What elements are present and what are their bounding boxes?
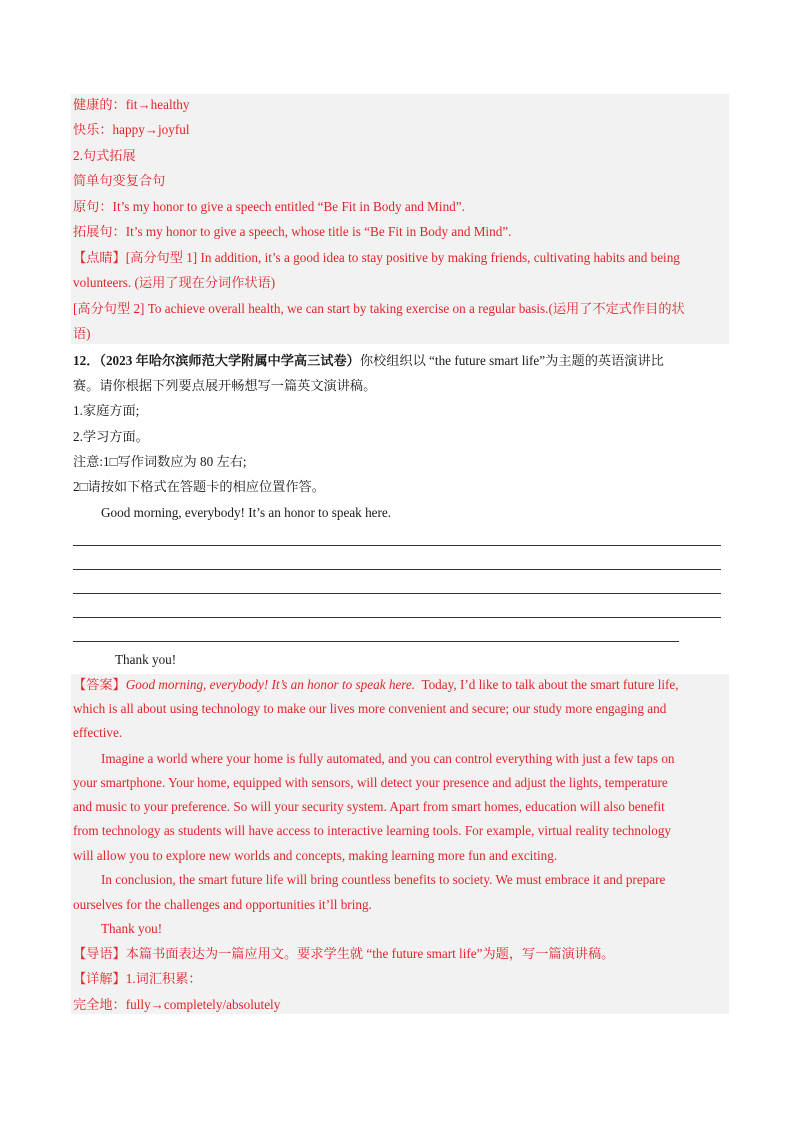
answer-tag: 【答案】 xyxy=(73,677,126,692)
answer-line-8: will allow you to explore new worlds and concepts, making learning more fun and exciting. xyxy=(73,848,558,863)
point-2: 2.学习方面。 xyxy=(73,429,149,444)
writing-line xyxy=(73,569,721,570)
writing-line xyxy=(73,545,721,546)
question-prompt-start: 你校组织以 “the future smart life”为主题的英语演讲比 xyxy=(359,353,664,368)
writing-line xyxy=(73,593,721,594)
vocab-line-fully: 完全地：fully→completely/absolutely xyxy=(73,997,281,1012)
answer-thank-you: Thank you! xyxy=(101,921,163,936)
answer-line-4: Imagine a world where your home is fully automated, and you can control everything with just a few taps on xyxy=(101,751,675,766)
highlight-pattern-2: [高分句型 2] To achieve overall health, we can start by taking exercise on a regular basis.(运用了不定式作目的状 xyxy=(73,301,685,316)
answer-line-5: your smartphone. Your home, equipped with sensors, will detect your presence and adjust the lights, temperature xyxy=(73,775,668,790)
highlight-pattern-1: 【点睛】[高分句型 1] In addition, it’s a good idea to stay positive by making friends, cultivating habits and being xyxy=(73,250,680,265)
question-source: （2023 年哈尔滨师范大学附属中学高三试卷） xyxy=(99,353,360,368)
vocab-line-healthy: 健康的：fit→healthy xyxy=(73,97,190,112)
answer-opening-italic: Good morning, everybody! It’s an honor to speak here. xyxy=(125,677,416,692)
detail-heading: 【详解】1.词汇积累： xyxy=(73,971,202,986)
note-2: 2□请按如下格式在答题卡的相应位置作答。 xyxy=(73,479,325,494)
answer-line-6: and music to your preference. So will your security system. Apart from smart homes, education will also benefit xyxy=(73,799,665,814)
answer-line-3: effective. xyxy=(73,725,123,740)
expanded-sentence: 拓展句：It’s my honor to give a speech, whose title is “Be Fit in Body and Mind”. xyxy=(73,224,512,239)
answer-line-1-rest: Today, I’d like to talk about the smart future life, xyxy=(415,677,679,692)
note-1: 注意:1□写作词数应为 80 左右; xyxy=(73,454,247,469)
writing-line xyxy=(73,617,721,618)
highlight-pattern-2-cont: 语) xyxy=(73,326,91,341)
guide-line: 【导语】本篇书面表达为一篇应用文。要求学生就 “the future smart life”为题，写一篇演讲稿。 xyxy=(73,946,615,961)
vocab-line-joyful: 快乐：happy→joyful xyxy=(73,122,190,137)
answer-line-1 xyxy=(73,675,679,695)
original-sentence: 原句：It’s my honor to give a speech entitled “Be Fit in Body and Mind”. xyxy=(73,199,465,214)
writing-line xyxy=(73,641,679,642)
question-number: 12． xyxy=(73,353,100,368)
answer-line-2: which is all about using technology to make our lives more convenient and secure; our study more engaging and xyxy=(73,701,667,716)
highlight-pattern-1-cont: volunteers. (运用了现在分词作状语) xyxy=(73,275,276,290)
section-heading-sentence: 2.句式拓展 xyxy=(73,148,136,163)
point-1: 1.家庭方面; xyxy=(73,403,140,418)
subheading-simple-to-complex: 简单句变复合句 xyxy=(73,173,166,188)
answer-line-10: ourselves for the challenges and opportunities it’ll bring. xyxy=(73,897,372,912)
answer-line-7: from technology as students will have access to interactive learning tools. For example, virtual reality technology xyxy=(73,823,672,838)
closing-sentence: Thank you! xyxy=(115,652,177,667)
answer-line-9: In conclusion, the smart future life will bring countless benefits to society. We must embrace it and prepare xyxy=(101,872,666,887)
question-line-1 xyxy=(73,351,664,371)
question-line-2: 赛。请你根据下列要点展开畅想写一篇英文演讲稿。 xyxy=(73,378,377,393)
opening-sentence: Good morning, everybody! It’s an honor to speak here. xyxy=(101,505,392,520)
